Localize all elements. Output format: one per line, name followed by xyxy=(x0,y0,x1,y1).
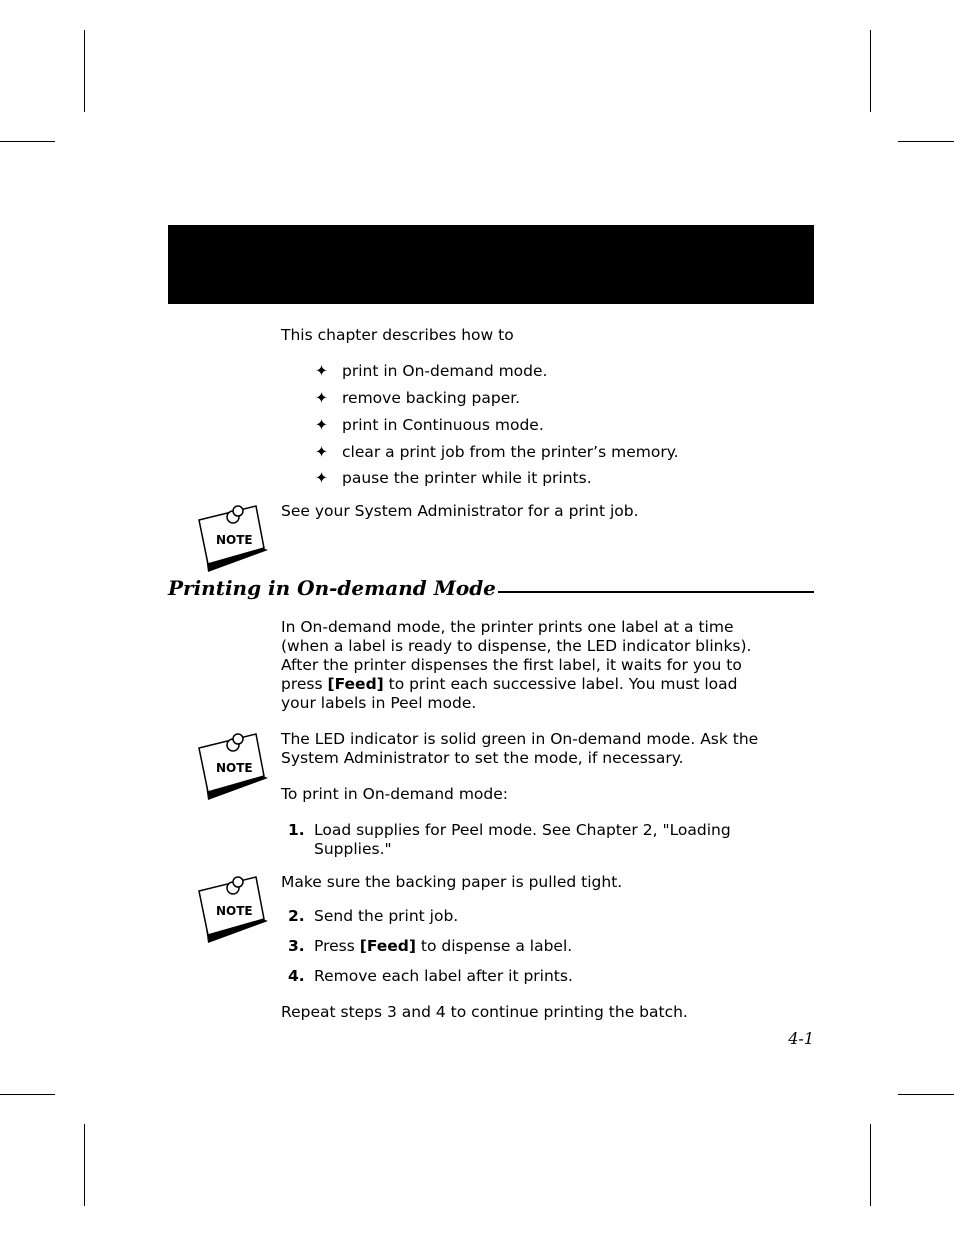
feed-key: [Feed] xyxy=(359,937,416,955)
note-text: See your System Administrator for a print job. xyxy=(281,502,639,520)
closing-text: Repeat steps 3 and 4 to continue printing the batch. xyxy=(281,1003,688,1021)
chapter-banner xyxy=(168,225,814,304)
bullet-icon: ✦ xyxy=(315,443,328,461)
note-text: Make sure the backing paper is pulled tight. xyxy=(281,873,623,891)
bullet-icon: ✦ xyxy=(315,469,328,487)
note-text: The LED indicator is solid green in On-demand mode. Ask the System Administrator to set the mode, if necessary. xyxy=(281,730,759,767)
note-label: NOTE xyxy=(216,761,253,775)
bullet-icon: ✦ xyxy=(315,416,328,434)
note-label: NOTE xyxy=(216,904,253,918)
crop-mark xyxy=(898,141,954,142)
page-number: 4-1 xyxy=(788,1029,814,1048)
crop-mark xyxy=(0,1094,55,1095)
section-heading: Printing in On-demand Mode xyxy=(168,576,496,600)
note-icon xyxy=(196,728,268,802)
crop-mark xyxy=(870,1124,871,1206)
intro-lead: This chapter describes how to xyxy=(281,326,514,344)
paragraph: In On-demand mode, the printer prints one label at a time (when a label is ready to dispense, the LED indicator blinks). After the printer dispenses the first label, it waits for you to press [Feed] to print each successive label. You must load your labels in Peel mode. xyxy=(281,618,752,712)
crop-mark xyxy=(84,1124,85,1206)
bullet-icon: ✦ xyxy=(315,389,328,407)
note-icon xyxy=(196,871,268,945)
section-heading-row xyxy=(168,574,814,602)
steps-lead: To print in On-demand mode: xyxy=(281,785,509,803)
crop-mark xyxy=(870,30,871,112)
crop-mark xyxy=(84,30,85,112)
crop-mark xyxy=(898,1094,954,1095)
bullet-icon: ✦ xyxy=(315,362,328,380)
crop-mark xyxy=(0,141,55,142)
note-icon xyxy=(196,500,268,574)
note-label: NOTE xyxy=(216,533,253,547)
feed-key: [Feed] xyxy=(327,675,384,693)
